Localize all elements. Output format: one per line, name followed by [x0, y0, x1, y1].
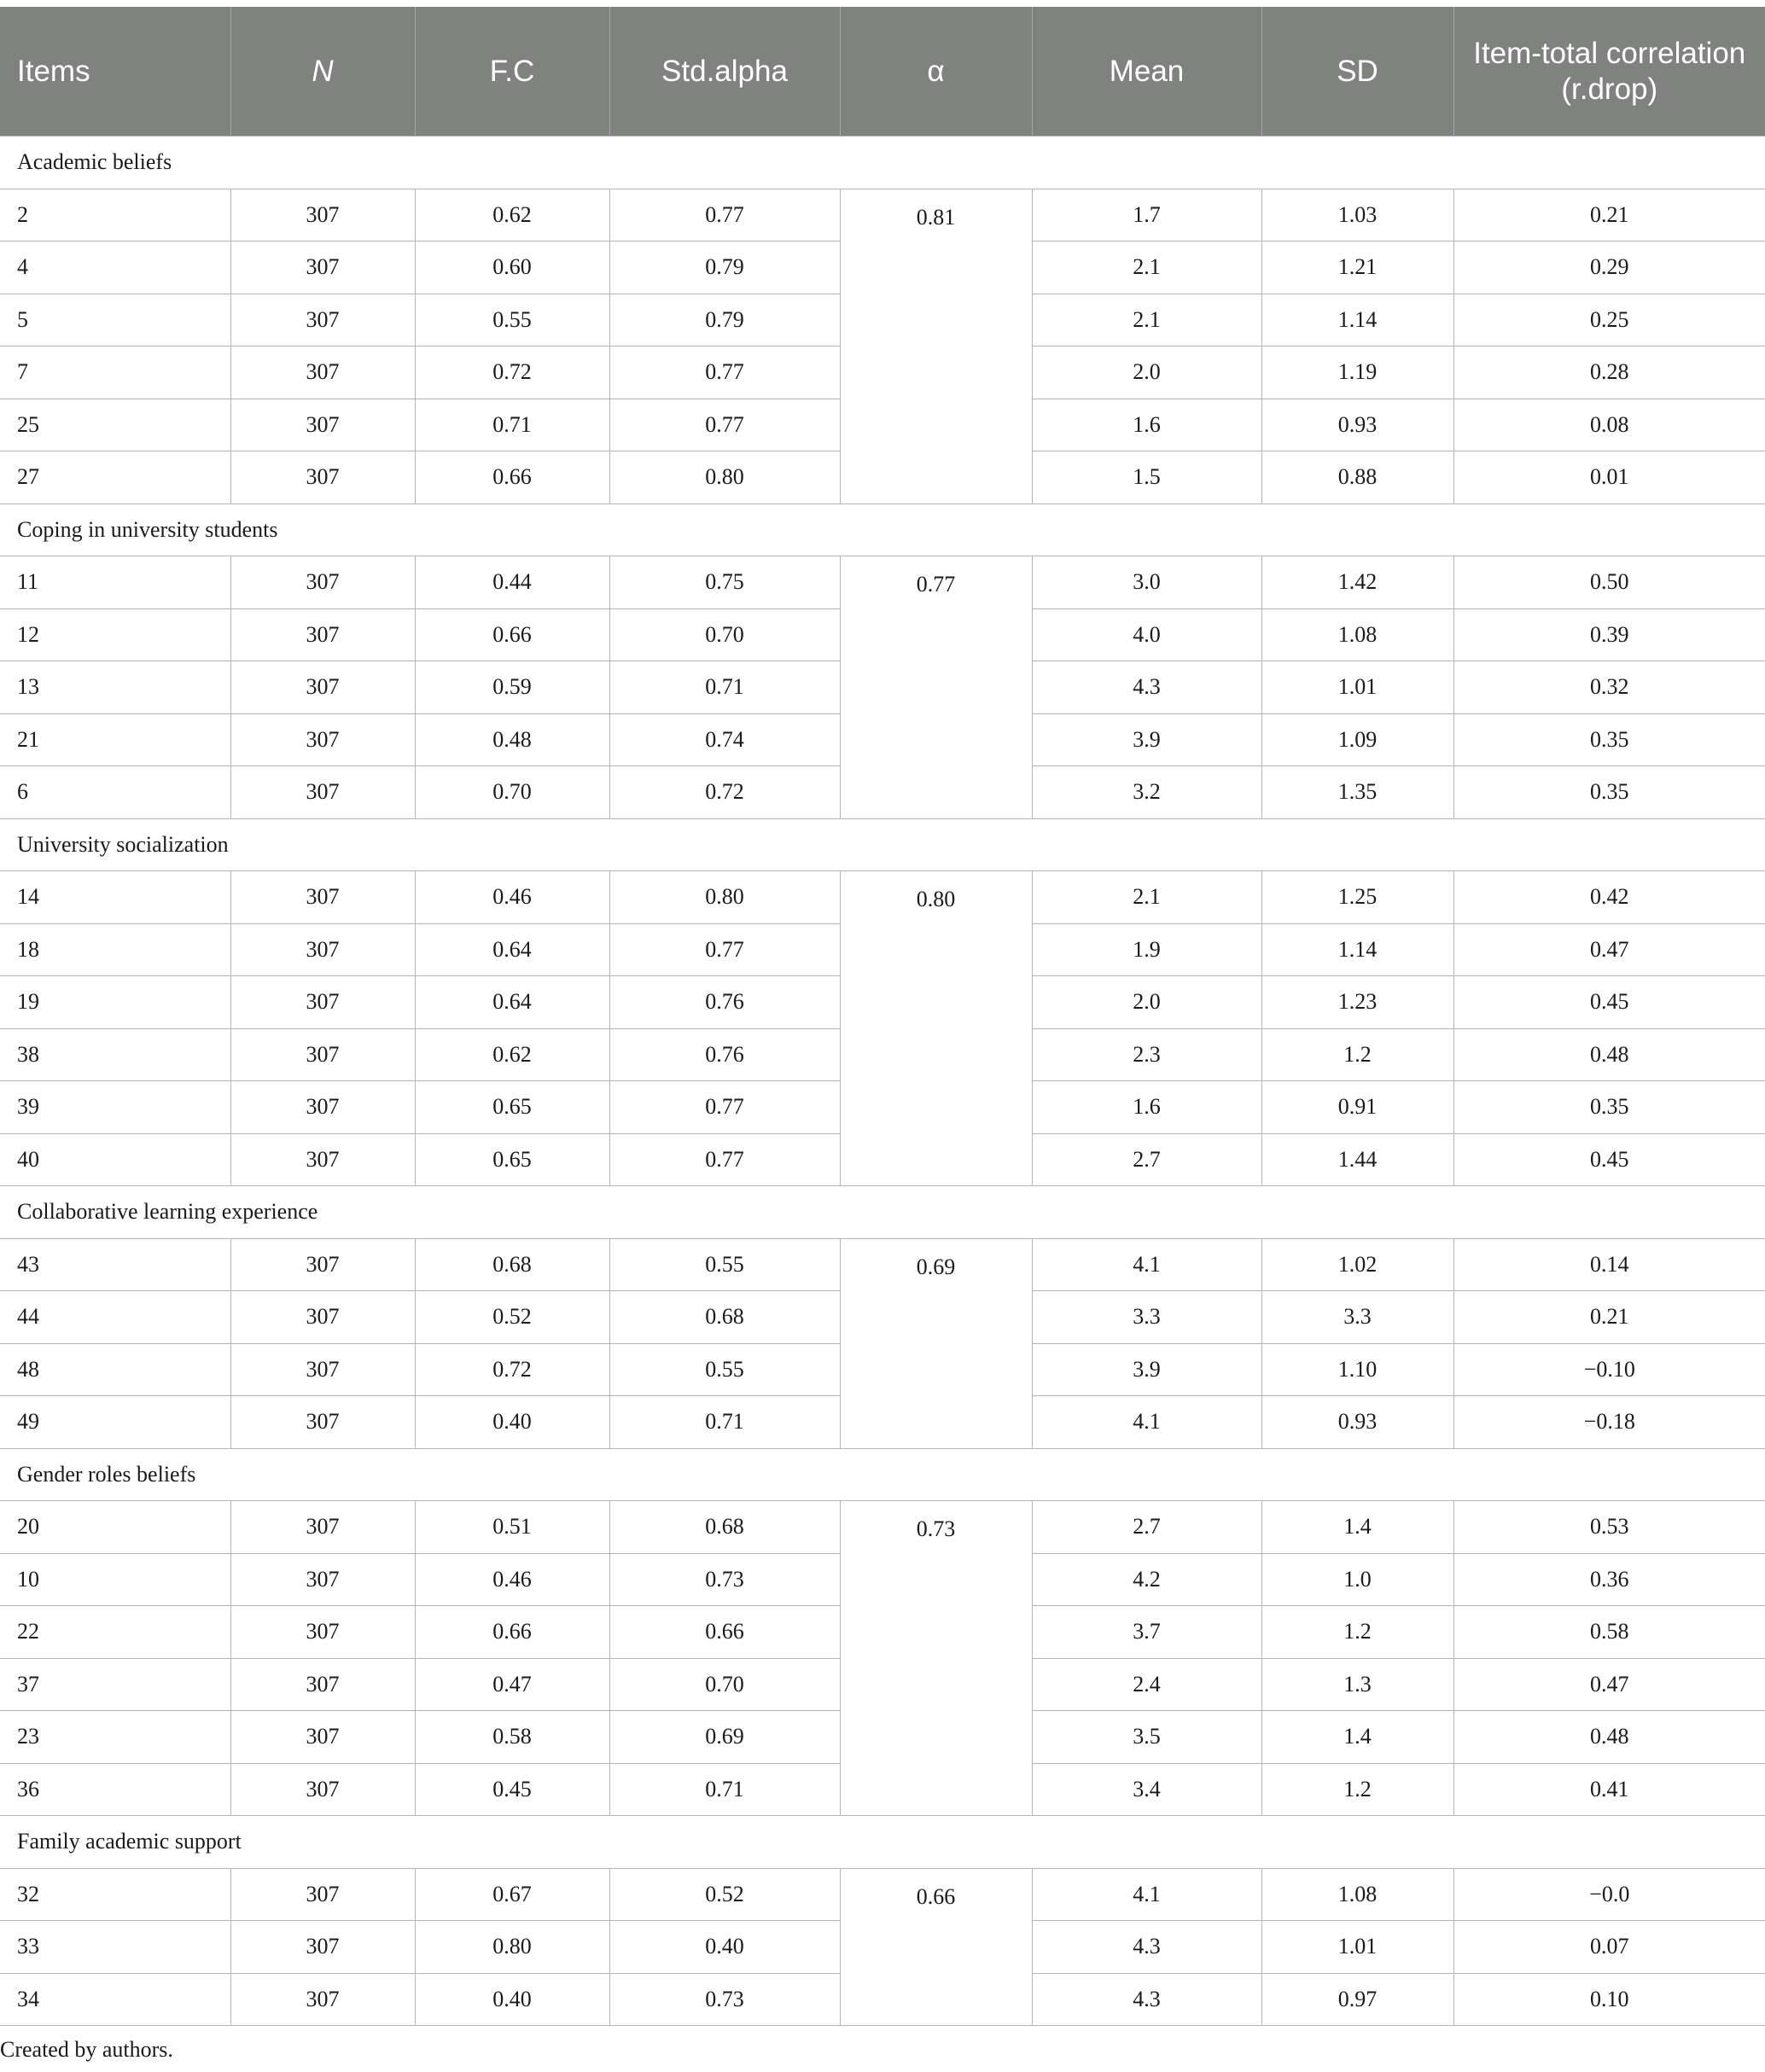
sd-cell: 3.3: [1261, 1291, 1453, 1344]
group-row: [0, 137, 1765, 189]
std-alpha-cell: 0.71: [609, 661, 840, 714]
mean-cell: 3.7: [1032, 1606, 1261, 1659]
n-cell: 307: [230, 661, 415, 714]
item-cell: 44: [0, 1291, 230, 1344]
fc-cell: 0.72: [415, 1343, 609, 1396]
sd-cell: 1.19: [1261, 346, 1453, 399]
item-total-cell: 0.48: [1453, 1028, 1765, 1081]
mean-cell: 2.7: [1032, 1501, 1261, 1554]
std-alpha-cell: 0.71: [609, 1763, 840, 1816]
mean-cell: 4.0: [1032, 608, 1261, 661]
fc-cell: 0.40: [415, 1396, 609, 1449]
std-alpha-cell: 0.72: [609, 766, 840, 819]
item-total-cell: 0.10: [1453, 1973, 1765, 2026]
fc-cell: 0.65: [415, 1133, 609, 1186]
fc-cell: 0.40: [415, 1973, 609, 2026]
n-cell: 307: [230, 1921, 415, 1974]
n-cell: 307: [230, 713, 415, 766]
alpha-cell: 0.73: [840, 1501, 1032, 1816]
fc-cell: 0.66: [415, 451, 609, 504]
std-alpha-cell: 0.66: [609, 1606, 840, 1659]
fc-cell: 0.65: [415, 1081, 609, 1134]
n-cell: 307: [230, 1343, 415, 1396]
sd-cell: 1.2: [1261, 1763, 1453, 1816]
mean-cell: 4.1: [1032, 1868, 1261, 1921]
sd-cell: 1.35: [1261, 766, 1453, 819]
fc-cell: 0.45: [415, 1763, 609, 1816]
mean-cell: 2.1: [1032, 871, 1261, 924]
std-alpha-cell: 0.74: [609, 713, 840, 766]
table-row: [0, 189, 1765, 242]
group-title: Coping in university students: [0, 503, 1765, 556]
item-cell: 7: [0, 346, 230, 399]
item-total-cell: 0.08: [1453, 399, 1765, 451]
item-total-cell: 0.35: [1453, 1081, 1765, 1134]
std-alpha-cell: 0.79: [609, 242, 840, 294]
item-total-cell: 0.45: [1453, 1133, 1765, 1186]
fc-cell: 0.59: [415, 661, 609, 714]
group-title: Academic beliefs: [0, 137, 1765, 189]
sd-cell: 1.42: [1261, 556, 1453, 609]
mean-cell: 1.6: [1032, 1081, 1261, 1134]
table-row: [0, 556, 1765, 609]
mean-cell: 2.0: [1032, 346, 1261, 399]
table-footnote: Created by authors.: [0, 2037, 173, 2062]
fc-cell: 0.72: [415, 346, 609, 399]
n-cell: 307: [230, 1028, 415, 1081]
n-cell: 307: [230, 1081, 415, 1134]
item-cell: 2: [0, 189, 230, 242]
item-cell: 48: [0, 1343, 230, 1396]
column-header: SD: [1261, 7, 1453, 137]
std-alpha-cell: 0.75: [609, 556, 840, 609]
item-total-cell: 0.42: [1453, 871, 1765, 924]
sd-cell: 0.93: [1261, 399, 1453, 451]
item-total-cell: 0.29: [1453, 242, 1765, 294]
sd-cell: 1.02: [1261, 1238, 1453, 1291]
sd-cell: 1.14: [1261, 294, 1453, 346]
mean-cell: 1.9: [1032, 923, 1261, 976]
mean-cell: 2.1: [1032, 242, 1261, 294]
sd-cell: 1.14: [1261, 923, 1453, 976]
sd-cell: 0.97: [1261, 1973, 1453, 2026]
item-total-cell: 0.21: [1453, 1291, 1765, 1344]
item-cell: 18: [0, 923, 230, 976]
item-cell: 33: [0, 1921, 230, 1974]
item-cell: 19: [0, 976, 230, 1029]
group-row: [0, 1186, 1765, 1239]
item-total-cell: 0.35: [1453, 713, 1765, 766]
std-alpha-cell: 0.77: [609, 346, 840, 399]
item-cell: 6: [0, 766, 230, 819]
mean-cell: 4.3: [1032, 1921, 1261, 1974]
mean-cell: 1.6: [1032, 399, 1261, 451]
sd-cell: 1.08: [1261, 608, 1453, 661]
reliability-table: [0, 7, 1765, 2026]
n-cell: 307: [230, 242, 415, 294]
mean-cell: 3.9: [1032, 1343, 1261, 1396]
std-alpha-cell: 0.77: [609, 399, 840, 451]
n-cell: 307: [230, 556, 415, 609]
fc-cell: 0.67: [415, 1868, 609, 1921]
mean-cell: 3.3: [1032, 1291, 1261, 1344]
mean-cell: 3.4: [1032, 1763, 1261, 1816]
sd-cell: 1.21: [1261, 242, 1453, 294]
item-total-cell: 0.50: [1453, 556, 1765, 609]
group-title: Family academic support: [0, 1816, 1765, 1869]
column-header: Item-total correlation (r.drop): [1453, 7, 1765, 137]
std-alpha-cell: 0.68: [609, 1291, 840, 1344]
std-alpha-cell: 0.40: [609, 1921, 840, 1974]
mean-cell: 2.1: [1032, 294, 1261, 346]
std-alpha-cell: 0.77: [609, 1081, 840, 1134]
std-alpha-cell: 0.80: [609, 871, 840, 924]
item-total-cell: 0.32: [1453, 661, 1765, 714]
group-row: [0, 1448, 1765, 1501]
fc-cell: 0.80: [415, 1921, 609, 1974]
std-alpha-cell: 0.77: [609, 189, 840, 242]
item-cell: 10: [0, 1553, 230, 1606]
item-total-cell: −0.0: [1453, 1868, 1765, 1921]
n-cell: 307: [230, 1711, 415, 1764]
item-cell: 14: [0, 871, 230, 924]
std-alpha-cell: 0.70: [609, 1658, 840, 1711]
item-total-cell: 0.45: [1453, 976, 1765, 1029]
fc-cell: 0.52: [415, 1291, 609, 1344]
group-row: [0, 818, 1765, 871]
n-cell: 307: [230, 294, 415, 346]
mean-cell: 2.0: [1032, 976, 1261, 1029]
item-total-cell: 0.01: [1453, 451, 1765, 504]
fc-cell: 0.44: [415, 556, 609, 609]
group-row: [0, 503, 1765, 556]
fc-cell: 0.64: [415, 976, 609, 1029]
fc-cell: 0.66: [415, 608, 609, 661]
std-alpha-cell: 0.69: [609, 1711, 840, 1764]
sd-cell: 1.08: [1261, 1868, 1453, 1921]
item-total-cell: 0.48: [1453, 1711, 1765, 1764]
mean-cell: 4.1: [1032, 1396, 1261, 1449]
column-header: α: [840, 7, 1032, 137]
sd-cell: 1.25: [1261, 871, 1453, 924]
item-total-cell: −0.18: [1453, 1396, 1765, 1449]
item-total-cell: 0.39: [1453, 608, 1765, 661]
std-alpha-cell: 0.77: [609, 1133, 840, 1186]
n-cell: 307: [230, 1868, 415, 1921]
sd-cell: 0.93: [1261, 1396, 1453, 1449]
mean-cell: 2.4: [1032, 1658, 1261, 1711]
sd-cell: 1.03: [1261, 189, 1453, 242]
fc-cell: 0.70: [415, 766, 609, 819]
fc-cell: 0.46: [415, 1553, 609, 1606]
group-title: Collaborative learning experience: [0, 1186, 1765, 1239]
sd-cell: 1.0: [1261, 1553, 1453, 1606]
fc-cell: 0.62: [415, 1028, 609, 1081]
item-total-cell: 0.41: [1453, 1763, 1765, 1816]
fc-cell: 0.68: [415, 1238, 609, 1291]
item-cell: 49: [0, 1396, 230, 1449]
n-cell: 307: [230, 1973, 415, 2026]
item-cell: 34: [0, 1973, 230, 2026]
item-cell: 22: [0, 1606, 230, 1659]
alpha-cell: 0.80: [840, 871, 1032, 1186]
n-cell: 307: [230, 399, 415, 451]
alpha-cell: 0.69: [840, 1238, 1032, 1448]
sd-cell: 1.2: [1261, 1606, 1453, 1659]
n-cell: 307: [230, 451, 415, 504]
std-alpha-cell: 0.73: [609, 1973, 840, 2026]
item-total-cell: 0.47: [1453, 1658, 1765, 1711]
mean-cell: 3.2: [1032, 766, 1261, 819]
item-cell: 21: [0, 713, 230, 766]
sd-cell: 0.88: [1261, 451, 1453, 504]
sd-cell: 1.3: [1261, 1658, 1453, 1711]
item-total-cell: 0.53: [1453, 1501, 1765, 1554]
group-row: [0, 1816, 1765, 1869]
item-cell: 40: [0, 1133, 230, 1186]
table-wrapper: [0, 7, 1765, 2026]
column-header: Mean: [1032, 7, 1261, 137]
mean-cell: 3.5: [1032, 1711, 1261, 1764]
mean-cell: 4.3: [1032, 1973, 1261, 2026]
table-row: [0, 1501, 1765, 1554]
item-total-cell: 0.07: [1453, 1921, 1765, 1974]
fc-cell: 0.51: [415, 1501, 609, 1554]
n-cell: 307: [230, 1658, 415, 1711]
alpha-cell: 0.81: [840, 189, 1032, 503]
mean-cell: 3.9: [1032, 713, 1261, 766]
sd-cell: 1.2: [1261, 1028, 1453, 1081]
std-alpha-cell: 0.79: [609, 294, 840, 346]
mean-cell: 4.2: [1032, 1553, 1261, 1606]
sd-cell: 1.01: [1261, 1921, 1453, 1974]
sd-cell: 1.4: [1261, 1501, 1453, 1554]
table-row: [0, 871, 1765, 924]
mean-cell: 2.7: [1032, 1133, 1261, 1186]
sd-cell: 1.01: [1261, 661, 1453, 714]
header-row: [0, 7, 1765, 137]
fc-cell: 0.66: [415, 1606, 609, 1659]
item-total-cell: 0.36: [1453, 1553, 1765, 1606]
std-alpha-cell: 0.76: [609, 1028, 840, 1081]
alpha-cell: 0.66: [840, 1868, 1032, 2026]
item-cell: 13: [0, 661, 230, 714]
n-cell: 307: [230, 1501, 415, 1554]
item-cell: 36: [0, 1763, 230, 1816]
sd-cell: 0.91: [1261, 1081, 1453, 1134]
n-cell: 307: [230, 1606, 415, 1659]
item-cell: 12: [0, 608, 230, 661]
table-row: [0, 1868, 1765, 1921]
mean-cell: 4.3: [1032, 661, 1261, 714]
mean-cell: 1.5: [1032, 451, 1261, 504]
n-cell: 307: [230, 1238, 415, 1291]
item-total-cell: 0.25: [1453, 294, 1765, 346]
n-cell: 307: [230, 1396, 415, 1449]
item-cell: 23: [0, 1711, 230, 1764]
sd-cell: 1.4: [1261, 1711, 1453, 1764]
item-cell: 4: [0, 242, 230, 294]
alpha-cell: 0.77: [840, 556, 1032, 819]
n-cell: 307: [230, 608, 415, 661]
group-title: University socialization: [0, 818, 1765, 871]
sd-cell: 1.09: [1261, 713, 1453, 766]
item-total-cell: 0.47: [1453, 923, 1765, 976]
item-cell: 5: [0, 294, 230, 346]
item-cell: 11: [0, 556, 230, 609]
table-row: [0, 1238, 1765, 1291]
n-cell: 307: [230, 1291, 415, 1344]
item-total-cell: −0.10: [1453, 1343, 1765, 1396]
mean-cell: 4.1: [1032, 1238, 1261, 1291]
mean-cell: 3.0: [1032, 556, 1261, 609]
mean-cell: 1.7: [1032, 189, 1261, 242]
n-cell: 307: [230, 871, 415, 924]
column-header: F.C: [415, 7, 609, 137]
n-cell: 307: [230, 1763, 415, 1816]
n-cell: 307: [230, 189, 415, 242]
table-body: [0, 137, 1765, 2026]
item-total-cell: 0.35: [1453, 766, 1765, 819]
column-header: Items: [0, 7, 230, 137]
item-cell: 25: [0, 399, 230, 451]
std-alpha-cell: 0.52: [609, 1868, 840, 1921]
fc-cell: 0.48: [415, 713, 609, 766]
std-alpha-cell: 0.68: [609, 1501, 840, 1554]
column-header: Std.alpha: [609, 7, 840, 137]
n-cell: 307: [230, 1553, 415, 1606]
sd-cell: 1.44: [1261, 1133, 1453, 1186]
item-total-cell: 0.14: [1453, 1238, 1765, 1291]
n-cell: 307: [230, 923, 415, 976]
column-header: N: [230, 7, 415, 137]
std-alpha-cell: 0.73: [609, 1553, 840, 1606]
std-alpha-cell: 0.70: [609, 608, 840, 661]
item-total-cell: 0.28: [1453, 346, 1765, 399]
fc-cell: 0.60: [415, 242, 609, 294]
std-alpha-cell: 0.77: [609, 923, 840, 976]
n-cell: 307: [230, 1133, 415, 1186]
fc-cell: 0.58: [415, 1711, 609, 1764]
std-alpha-cell: 0.55: [609, 1238, 840, 1291]
item-cell: 27: [0, 451, 230, 504]
item-cell: 37: [0, 1658, 230, 1711]
sd-cell: 1.23: [1261, 976, 1453, 1029]
item-cell: 43: [0, 1238, 230, 1291]
std-alpha-cell: 0.55: [609, 1343, 840, 1396]
std-alpha-cell: 0.71: [609, 1396, 840, 1449]
n-cell: 307: [230, 766, 415, 819]
item-cell: 20: [0, 1501, 230, 1554]
item-cell: 32: [0, 1868, 230, 1921]
item-cell: 39: [0, 1081, 230, 1134]
fc-cell: 0.62: [415, 189, 609, 242]
fc-cell: 0.71: [415, 399, 609, 451]
fc-cell: 0.46: [415, 871, 609, 924]
fc-cell: 0.55: [415, 294, 609, 346]
item-total-cell: 0.21: [1453, 189, 1765, 242]
std-alpha-cell: 0.76: [609, 976, 840, 1029]
fc-cell: 0.64: [415, 923, 609, 976]
mean-cell: 2.3: [1032, 1028, 1261, 1081]
item-cell: 38: [0, 1028, 230, 1081]
n-cell: 307: [230, 976, 415, 1029]
table-header: [0, 7, 1765, 137]
item-total-cell: 0.58: [1453, 1606, 1765, 1659]
fc-cell: 0.47: [415, 1658, 609, 1711]
group-title: Gender roles beliefs: [0, 1448, 1765, 1501]
std-alpha-cell: 0.80: [609, 451, 840, 504]
sd-cell: 1.10: [1261, 1343, 1453, 1396]
n-cell: 307: [230, 346, 415, 399]
